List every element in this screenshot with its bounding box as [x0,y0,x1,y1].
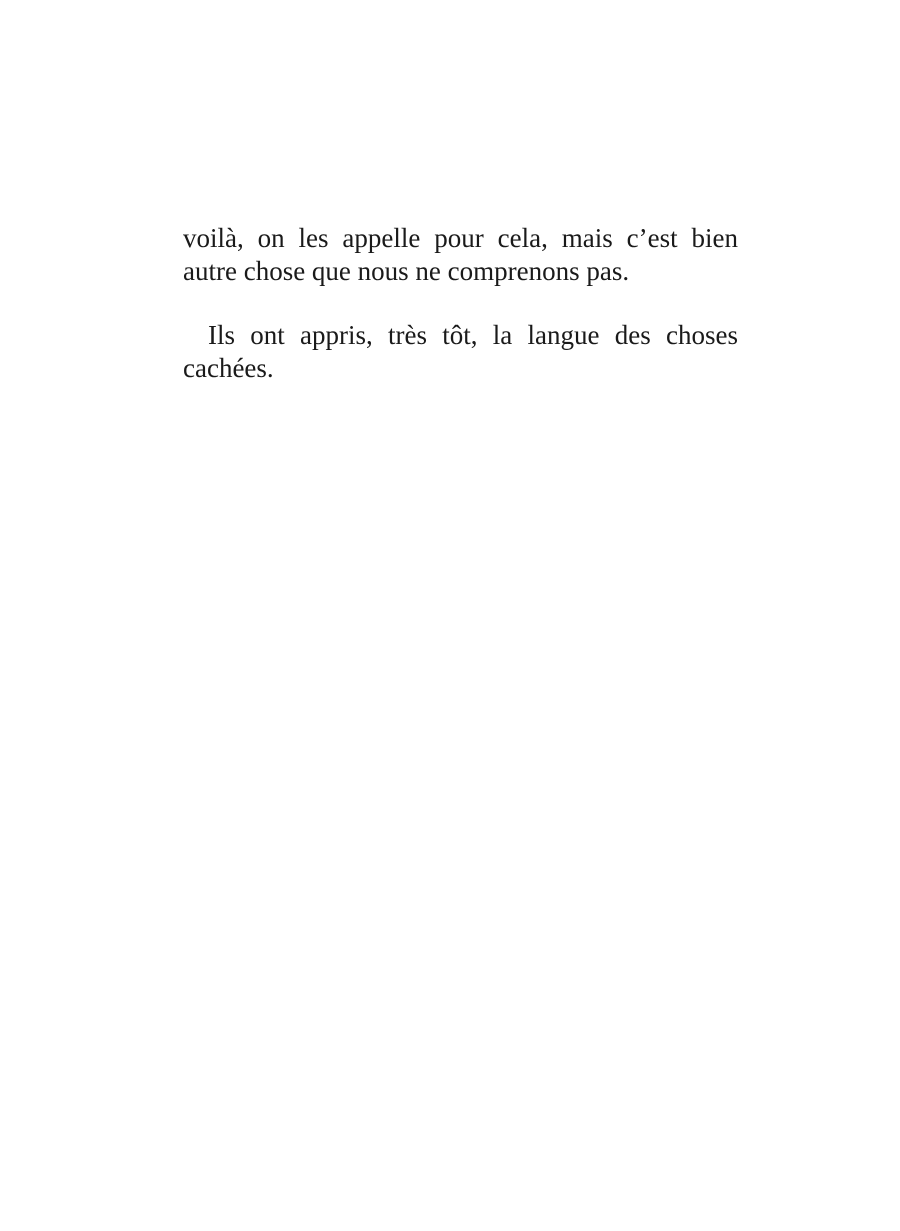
text-line: Ils ont appris, très tôt, la langue des choses [208,320,738,350]
paragraph [183,222,738,288]
text-line: voilà, on les appelle pour cela, mais c’est bien [183,223,738,253]
paragraph-spacer [183,288,738,319]
paragraph [183,319,738,385]
text-line: autre chose que nous ne comprenons pas. [183,256,630,286]
text-line: cachées. [183,353,274,383]
body-text [183,222,738,385]
